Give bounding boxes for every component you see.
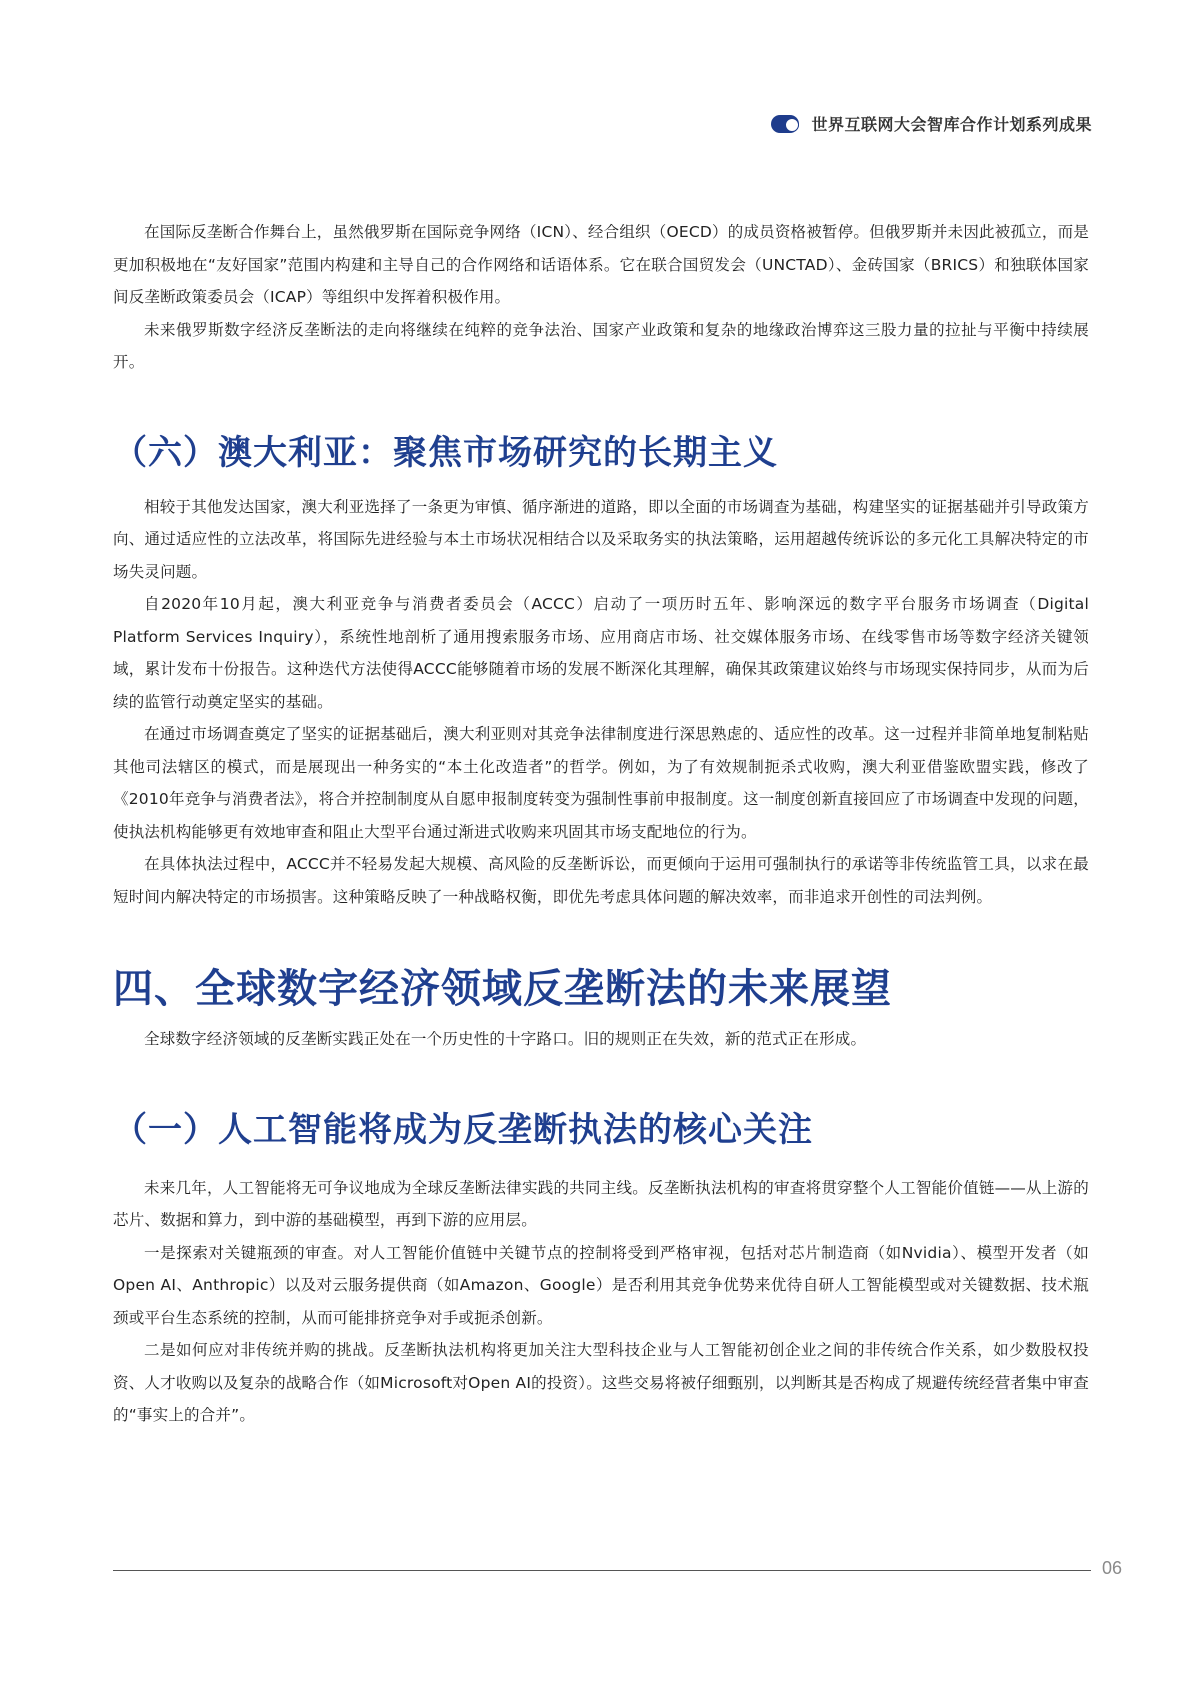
- chapter-heading-future-outlook: 四、全球数字经济领域反垄断法的未来展望: [113, 966, 892, 1012]
- section-heading-ai: （一）人工智能将成为反垄断执法的核心关注: [113, 1109, 813, 1150]
- body-paragraph: 相较于其他发达国家，澳大利亚选择了一条更为审慎、循序渐进的道路，即以全面的市场调查为基础，构建坚实的证据基础并引导政策方向、通过适应性的立法改革，将国际先进经验与本土市场状况相结合以及采取务实的执法策略，运用超越传统诉讼的多元化工具解决特定的市场失灵问题。: [113, 497, 1089, 581]
- main-content: [113, 216, 1089, 1432]
- section-heading-australia: （六）澳大利亚：聚焦市场研究的长期主义: [113, 432, 778, 473]
- body-paragraph: 未来几年，人工智能将无可争议地成为全球反垄断法律实践的共同主线。反垄断执法机构的审查将贯穿整个人工智能价值链——从上游的芯片、数据和算力，到中游的基础模型，再到下游的应用层。: [113, 1178, 1089, 1229]
- page-header: [771, 112, 1092, 135]
- body-paragraph: 自2020年10月起，澳大利亚竞争与消费者委员会（ACCC）启动了一项历时五年、影响深远的数字平台服务市场调查（Digital Platform Services Inquiry），系统性地剖析了通用搜索服务市场、应用商店市场、社交媒体服务市场、在线零售市场等数字经济关键领域，累计发布十份报告。这种迭代方法使得ACCC能够随着市场的发展不断深化其理解，确保其政策建议始终与市场现实保持同步，从而为后续的监管行动奠定坚实的基础。: [113, 595, 1089, 711]
- body-paragraph: 二是如何应对非传统并购的挑战。反垄断执法机构将更加关注大型科技企业与人工智能初创企业之间的非传统合作关系，如少数股权投资、人才收购以及复杂的战略合作（如Microsoft对Open AI的投资）。这些交易将被仔细甄别，以判断其是否构成了规避传统经营者集中审查的“事实上的合并”。: [113, 1341, 1089, 1424]
- footer-divider: [113, 1570, 1091, 1571]
- body-paragraph: 未来俄罗斯数字经济反垄断法的走向将继续在纯粹的竞争法治、国家产业政策和复杂的地缘政治博弈这三股力量的拉扯与平衡中持续展开。: [113, 320, 1089, 371]
- toggle-logo-icon: [771, 115, 801, 133]
- header-title: 世界互联网大会智库合作计划系列成果: [811, 115, 1092, 134]
- body-paragraph: 一是探索对关键瓶颈的审查。对人工智能价值链中关键节点的控制将受到严格审视，包括对芯片制造商（如Nvidia）、模型开发者（如Open AI、Anthropic）以及对云服务提供商（如Amazon、Google）是否利用其竞争优势来优待自研人工智能模型或对关键数据、技术瓶颈或平台生态系统的控制，从而可能排挤竞争对手或扼杀创新。: [113, 1243, 1089, 1327]
- page-number: 06: [1101, 1558, 1122, 1578]
- body-paragraph: 在通过市场调查奠定了坚实的证据基础后，澳大利亚则对其竞争法律制度进行深思熟虑的、适应性的改革。这一过程并非简单地复制粘贴其他司法辖区的模式，而是展现出一种务实的“本土化改造者”的哲学。例如，为了有效规制扼杀式收购，澳大利亚借鉴欧盟实践，修改了《2010年竞争与消费者法》，将合并控制制度从自愿申报制度转变为强制性事前申报制度。这一制度创新直接回应了市场调查中发现的问题，使执法机构能够更有效地审查和阻止大型平台通过渐进式收购来巩固其市场支配地位的行为。: [113, 725, 1089, 841]
- body-paragraph: 全球数字经济领域的反垄断实践正处在一个历史性的十字路口。旧的规则正在失效，新的范式正在形成。: [144, 1030, 867, 1048]
- body-paragraph: 在具体执法过程中，ACCC并不轻易发起大规模、高风险的反垄断诉讼，而更倾向于运用可强制执行的承诺等非传统监管工具，以求在最短时间内解决特定的市场损害。这种策略反映了一种战略权衡，即优先考虑具体问题的解决效率，而非追求开创性的司法判例。: [113, 855, 1089, 906]
- body-paragraph: 在国际反垄断合作舞台上，虽然俄罗斯在国际竞争网络（ICN）、经合组织（OECD）的成员资格被暂停。但俄罗斯并未因此被孤立，而是更加积极地在“友好国家”范围内构建和主导自己的合作网络和话语体系。它在联合国贸发会（UNCTAD）、金砖国家（BRICS）和独联体国家间反垄断政策委员会（ICAP）等组织中发挥着积极作用。: [113, 223, 1089, 306]
